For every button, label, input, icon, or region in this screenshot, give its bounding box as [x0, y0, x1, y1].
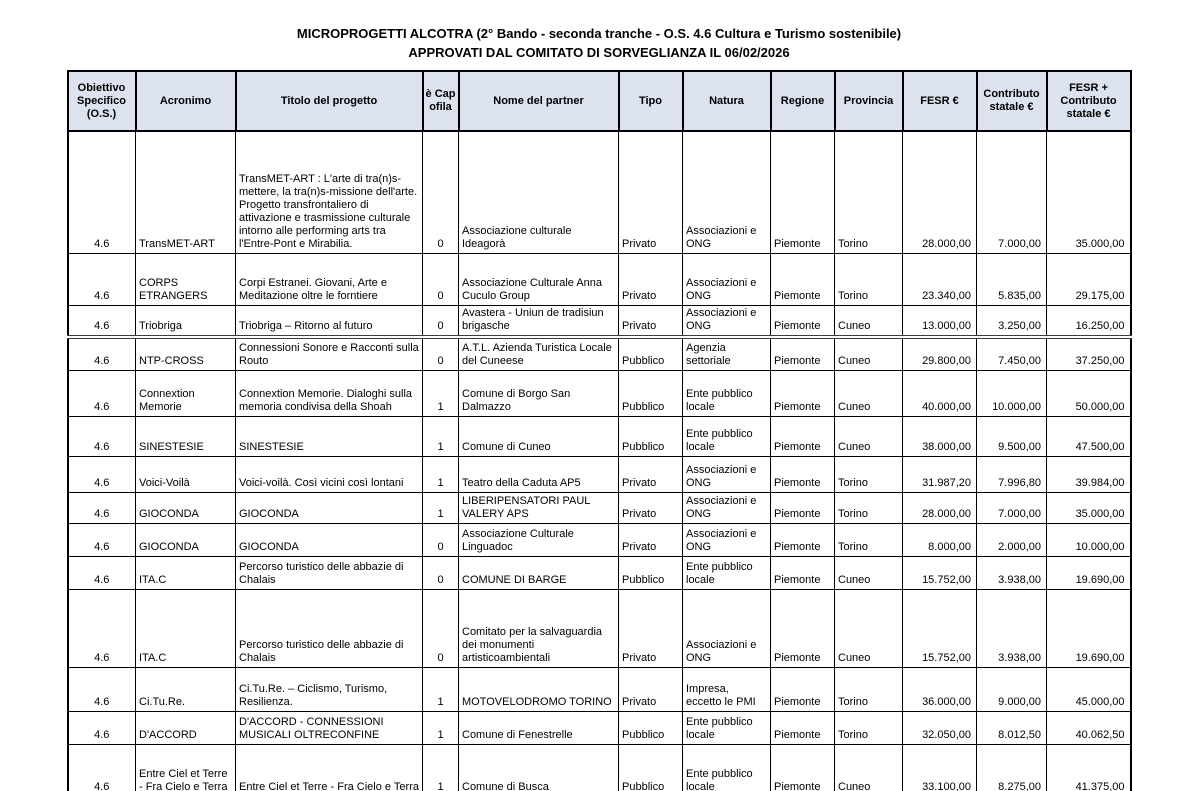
cell-acronimo: Ci.Tu.Re. — [136, 668, 236, 712]
cell-capofila: 1 — [423, 493, 459, 524]
column-header-tipo: Tipo — [619, 71, 683, 131]
projects-table — [67, 70, 1132, 791]
document-title-line1: MICROPROGETTI ALCOTRA (2° Bando - seconda tranche - O.S. 4.6 Cultura e Turismo sostenibile) — [296, 26, 902, 41]
cell-titolo: Corpi Estranei. Giovani, Arte e Meditazione oltre le forntiere — [236, 254, 423, 306]
cell-provincia: Torino — [835, 668, 903, 712]
cell-capofila: 1 — [423, 417, 459, 457]
cell-natura: Ente pubblico locale — [683, 557, 771, 590]
cell-contributo: 7.996,80 — [977, 457, 1047, 493]
table-row — [68, 337, 1131, 371]
cell-tipo: Privato — [619, 306, 683, 338]
table-row — [68, 254, 1131, 306]
cell-contributo: 3.938,00 — [977, 557, 1047, 590]
cell-titolo: Percorso turistico delle abbazie di Chalais — [236, 557, 423, 590]
cell-fesr: 32.050,00 — [903, 712, 977, 745]
cell-natura: Ente pubblico locale — [683, 417, 771, 457]
table-row — [68, 712, 1131, 745]
cell-partner: A.T.L. Azienda Turistica Locale del Cuneese — [459, 337, 619, 371]
table-row — [68, 557, 1131, 590]
cell-regione: Piemonte — [771, 493, 835, 524]
cell-contributo: 8.275,00 — [977, 745, 1047, 791]
table-row — [68, 371, 1131, 417]
cell-acronimo: Voici-Voilà — [136, 457, 236, 493]
cell-fesr: 8.000,00 — [903, 524, 977, 557]
table-row — [68, 131, 1131, 254]
cell-contributo: 9.000,00 — [977, 668, 1047, 712]
cell-partner: Comune di Borgo San Dalmazzo — [459, 371, 619, 417]
cell-tipo: Pubblico — [619, 417, 683, 457]
cell-acronimo: GIOCONDA — [136, 524, 236, 557]
cell-regione: Piemonte — [771, 254, 835, 306]
cell-provincia: Cuneo — [835, 745, 903, 791]
cell-partner: MOTOVELODROMO TORINO — [459, 668, 619, 712]
cell-tipo: Privato — [619, 254, 683, 306]
table-row — [68, 668, 1131, 712]
cell-provincia: Cuneo — [835, 306, 903, 338]
cell-os: 4.6 — [68, 254, 136, 306]
cell-os: 4.6 — [68, 371, 136, 417]
table-row — [68, 493, 1131, 524]
cell-os: 4.6 — [68, 457, 136, 493]
cell-capofila: 1 — [423, 745, 459, 791]
cell-tipo: Pubblico — [619, 337, 683, 371]
cell-acronimo: Entre Ciel et Terre - Fra Cielo e Terra — [136, 745, 236, 791]
cell-partner: Associazione Culturale Linguadoc — [459, 524, 619, 557]
cell-totale: 41.375,00 — [1047, 745, 1131, 791]
cell-os: 4.6 — [68, 306, 136, 338]
cell-capofila: 1 — [423, 457, 459, 493]
cell-tipo: Pubblico — [619, 712, 683, 745]
cell-provincia: Torino — [835, 457, 903, 493]
cell-fesr: 38.000,00 — [903, 417, 977, 457]
cell-totale: 16.250,00 — [1047, 306, 1131, 338]
cell-totale: 50.000,00 — [1047, 371, 1131, 417]
cell-natura: Associazioni e ONG — [683, 254, 771, 306]
cell-natura: Associazioni e ONG — [683, 524, 771, 557]
cell-regione: Piemonte — [771, 457, 835, 493]
cell-partner: Associazione culturale Ideagorà — [459, 131, 619, 254]
column-header-os: Obiettivo Specifico (O.S.) — [68, 71, 136, 131]
cell-regione: Piemonte — [771, 417, 835, 457]
cell-titolo: Percorso turistico delle abbazie di Chalais — [236, 590, 423, 668]
cell-contributo: 7.000,00 — [977, 131, 1047, 254]
cell-partner: Comune di Fenestrelle — [459, 712, 619, 745]
cell-titolo: Triobriga – Ritorno al futuro — [236, 306, 423, 338]
cell-acronimo: TransMET-ART — [136, 131, 236, 254]
cell-totale: 47.500,00 — [1047, 417, 1131, 457]
cell-totale: 35.000,00 — [1047, 131, 1131, 254]
cell-provincia: Torino — [835, 254, 903, 306]
cell-titolo: SINESTESIE — [236, 417, 423, 457]
cell-natura: Associazioni e ONG — [683, 457, 771, 493]
cell-regione: Piemonte — [771, 371, 835, 417]
cell-titolo: GIOCONDA — [236, 524, 423, 557]
cell-capofila: 0 — [423, 337, 459, 371]
column-header-capofila: è Capofila — [423, 71, 459, 131]
cell-regione: Piemonte — [771, 745, 835, 791]
column-header-provincia: Provincia — [835, 71, 903, 131]
cell-titolo: GIOCONDA — [236, 493, 423, 524]
cell-fesr: 15.752,00 — [903, 557, 977, 590]
cell-fesr: 29.800,00 — [903, 337, 977, 371]
table-body — [68, 131, 1131, 791]
cell-contributo: 9.500,00 — [977, 417, 1047, 457]
cell-fesr: 15.752,00 — [903, 590, 977, 668]
cell-totale: 37.250,00 — [1047, 337, 1131, 371]
cell-regione: Piemonte — [771, 557, 835, 590]
cell-regione: Piemonte — [771, 131, 835, 254]
header-row — [68, 71, 1131, 131]
cell-os: 4.6 — [68, 712, 136, 745]
table-row — [68, 306, 1131, 338]
document-title — [0, 26, 1198, 61]
cell-capofila: 0 — [423, 306, 459, 338]
cell-capofila: 0 — [423, 254, 459, 306]
cell-tipo: Privato — [619, 668, 683, 712]
cell-partner: COMUNE DI BARGE — [459, 557, 619, 590]
cell-partner: Comitato per la salvaguardia dei monumenti artisticoambientali — [459, 590, 619, 668]
cell-regione: Piemonte — [771, 306, 835, 338]
cell-contributo: 2.000,00 — [977, 524, 1047, 557]
cell-acronimo: D'ACCORD — [136, 712, 236, 745]
column-header-natura: Natura — [683, 71, 771, 131]
cell-tipo: Privato — [619, 590, 683, 668]
cell-capofila: 0 — [423, 590, 459, 668]
cell-fesr: 28.000,00 — [903, 493, 977, 524]
table-row — [68, 524, 1131, 557]
cell-natura: Associazioni e ONG — [683, 493, 771, 524]
cell-totale: 19.690,00 — [1047, 590, 1131, 668]
cell-tipo: Privato — [619, 524, 683, 557]
cell-totale: 40.062,50 — [1047, 712, 1131, 745]
cell-titolo: Connessioni Sonore e Racconti sulla Routo — [236, 337, 423, 371]
cell-capofila: 0 — [423, 524, 459, 557]
cell-fesr: 33.100,00 — [903, 745, 977, 791]
table-row — [68, 457, 1131, 493]
cell-natura: Ente pubblico locale — [683, 371, 771, 417]
column-header-acronimo: Acronimo — [136, 71, 236, 131]
cell-provincia: Cuneo — [835, 417, 903, 457]
cell-tipo: Privato — [619, 493, 683, 524]
cell-partner: Avastera - Uniun de tradisiun brigasche — [459, 306, 619, 338]
cell-capofila: 1 — [423, 371, 459, 417]
cell-provincia: Torino — [835, 131, 903, 254]
cell-acronimo: CORPS ETRANGERS — [136, 254, 236, 306]
cell-fesr: 13.000,00 — [903, 306, 977, 338]
document-title-line2: APPROVATI DAL COMITATO DI SORVEGLIANZA IL 06/02/2026 — [408, 45, 790, 60]
cell-tipo: Privato — [619, 131, 683, 254]
cell-natura: Associazioni e ONG — [683, 131, 771, 254]
cell-partner: Associazione Culturale Anna Cuculo Group — [459, 254, 619, 306]
cell-acronimo: Triobriga — [136, 306, 236, 338]
cell-titolo: D'ACCORD - CONNESSIONI MUSICALI OLTRECONFINE — [236, 712, 423, 745]
cell-contributo: 3.250,00 — [977, 306, 1047, 338]
cell-provincia: Cuneo — [835, 371, 903, 417]
cell-acronimo: GIOCONDA — [136, 493, 236, 524]
cell-contributo: 3.938,00 — [977, 590, 1047, 668]
cell-regione: Piemonte — [771, 337, 835, 371]
cell-titolo: Voici-voilà. Così vicini così lontani — [236, 457, 423, 493]
cell-os: 4.6 — [68, 131, 136, 254]
cell-natura: Agenzia settoriale — [683, 337, 771, 371]
table-header — [68, 71, 1131, 131]
column-header-regione: Regione — [771, 71, 835, 131]
column-header-partner: Nome del partner — [459, 71, 619, 131]
cell-contributo: 8.012,50 — [977, 712, 1047, 745]
cell-partner: Comune di Cuneo — [459, 417, 619, 457]
cell-regione: Piemonte — [771, 590, 835, 668]
cell-os: 4.6 — [68, 668, 136, 712]
cell-provincia: Cuneo — [835, 337, 903, 371]
cell-os: 4.6 — [68, 337, 136, 371]
cell-regione: Piemonte — [771, 712, 835, 745]
cell-os: 4.6 — [68, 493, 136, 524]
cell-provincia: Torino — [835, 524, 903, 557]
column-header-titolo: Titolo del progetto — [236, 71, 423, 131]
cell-acronimo: SINESTESIE — [136, 417, 236, 457]
cell-totale: 29.175,00 — [1047, 254, 1131, 306]
cell-acronimo: ITA.C — [136, 557, 236, 590]
cell-titolo: Ci.Tu.Re. – Ciclismo, Turismo, Resilienza. — [236, 668, 423, 712]
column-header-contributo: Contributo statale € — [977, 71, 1047, 131]
cell-regione: Piemonte — [771, 524, 835, 557]
cell-contributo: 5.835,00 — [977, 254, 1047, 306]
cell-tipo: Pubblico — [619, 371, 683, 417]
cell-titolo: Entre Ciel et Terre - Fra Cielo e Terra — [236, 745, 423, 791]
cell-acronimo: NTP-CROSS — [136, 337, 236, 371]
cell-totale: 10.000,00 — [1047, 524, 1131, 557]
cell-capofila: 1 — [423, 712, 459, 745]
cell-contributo: 7.450,00 — [977, 337, 1047, 371]
cell-natura: Ente pubblico locale — [683, 745, 771, 791]
cell-natura: Associazioni e ONG — [683, 590, 771, 668]
cell-partner: Teatro della Caduta AP5 — [459, 457, 619, 493]
cell-os: 4.6 — [68, 524, 136, 557]
cell-tipo: Privato — [619, 457, 683, 493]
cell-fesr: 36.000,00 — [903, 668, 977, 712]
cell-natura: Ente pubblico locale — [683, 712, 771, 745]
cell-capofila: 0 — [423, 131, 459, 254]
cell-titolo: TransMET-ART : L'arte di tra(n)s-mettere, la tra(n)s-missione dell'arte. Progetto transfrontaliero di attivazione e trasmissione culturale intorno alle performing arts tra l'Entre-Pont e Mirabilia. — [236, 131, 423, 254]
cell-provincia: Cuneo — [835, 590, 903, 668]
table-row — [68, 745, 1131, 791]
cell-capofila: 1 — [423, 668, 459, 712]
table-row — [68, 417, 1131, 457]
cell-fesr: 40.000,00 — [903, 371, 977, 417]
cell-partner: Comune di Busca — [459, 745, 619, 791]
cell-totale: 39.984,00 — [1047, 457, 1131, 493]
cell-tipo: Pubblico — [619, 745, 683, 791]
column-header-totale: FESR + Contributo statale € — [1047, 71, 1131, 131]
cell-totale: 19.690,00 — [1047, 557, 1131, 590]
cell-acronimo: Connextion Memorie — [136, 371, 236, 417]
table-row — [68, 590, 1131, 668]
cell-fesr: 31.987,20 — [903, 457, 977, 493]
cell-contributo: 10.000,00 — [977, 371, 1047, 417]
cell-provincia: Cuneo — [835, 557, 903, 590]
cell-natura: Associazioni e ONG — [683, 306, 771, 338]
cell-titolo: Connextion Memorie. Dialoghi sulla memoria condivisa della Shoah — [236, 371, 423, 417]
cell-totale: 45.000,00 — [1047, 668, 1131, 712]
cell-os: 4.6 — [68, 745, 136, 791]
cell-os: 4.6 — [68, 590, 136, 668]
column-header-fesr: FESR € — [903, 71, 977, 131]
cell-provincia: Torino — [835, 493, 903, 524]
cell-acronimo: ITA.C — [136, 590, 236, 668]
cell-os: 4.6 — [68, 417, 136, 457]
cell-fesr: 23.340,00 — [903, 254, 977, 306]
cell-tipo: Pubblico — [619, 557, 683, 590]
cell-totale: 35.000,00 — [1047, 493, 1131, 524]
cell-os: 4.6 — [68, 557, 136, 590]
cell-contributo: 7.000,00 — [977, 493, 1047, 524]
cell-regione: Piemonte — [771, 668, 835, 712]
cell-capofila: 0 — [423, 557, 459, 590]
cell-fesr: 28.000,00 — [903, 131, 977, 254]
cell-partner: LIBERIPENSATORI PAUL VALERY APS — [459, 493, 619, 524]
cell-natura: Impresa, eccetto le PMI — [683, 668, 771, 712]
cell-provincia: Torino — [835, 712, 903, 745]
